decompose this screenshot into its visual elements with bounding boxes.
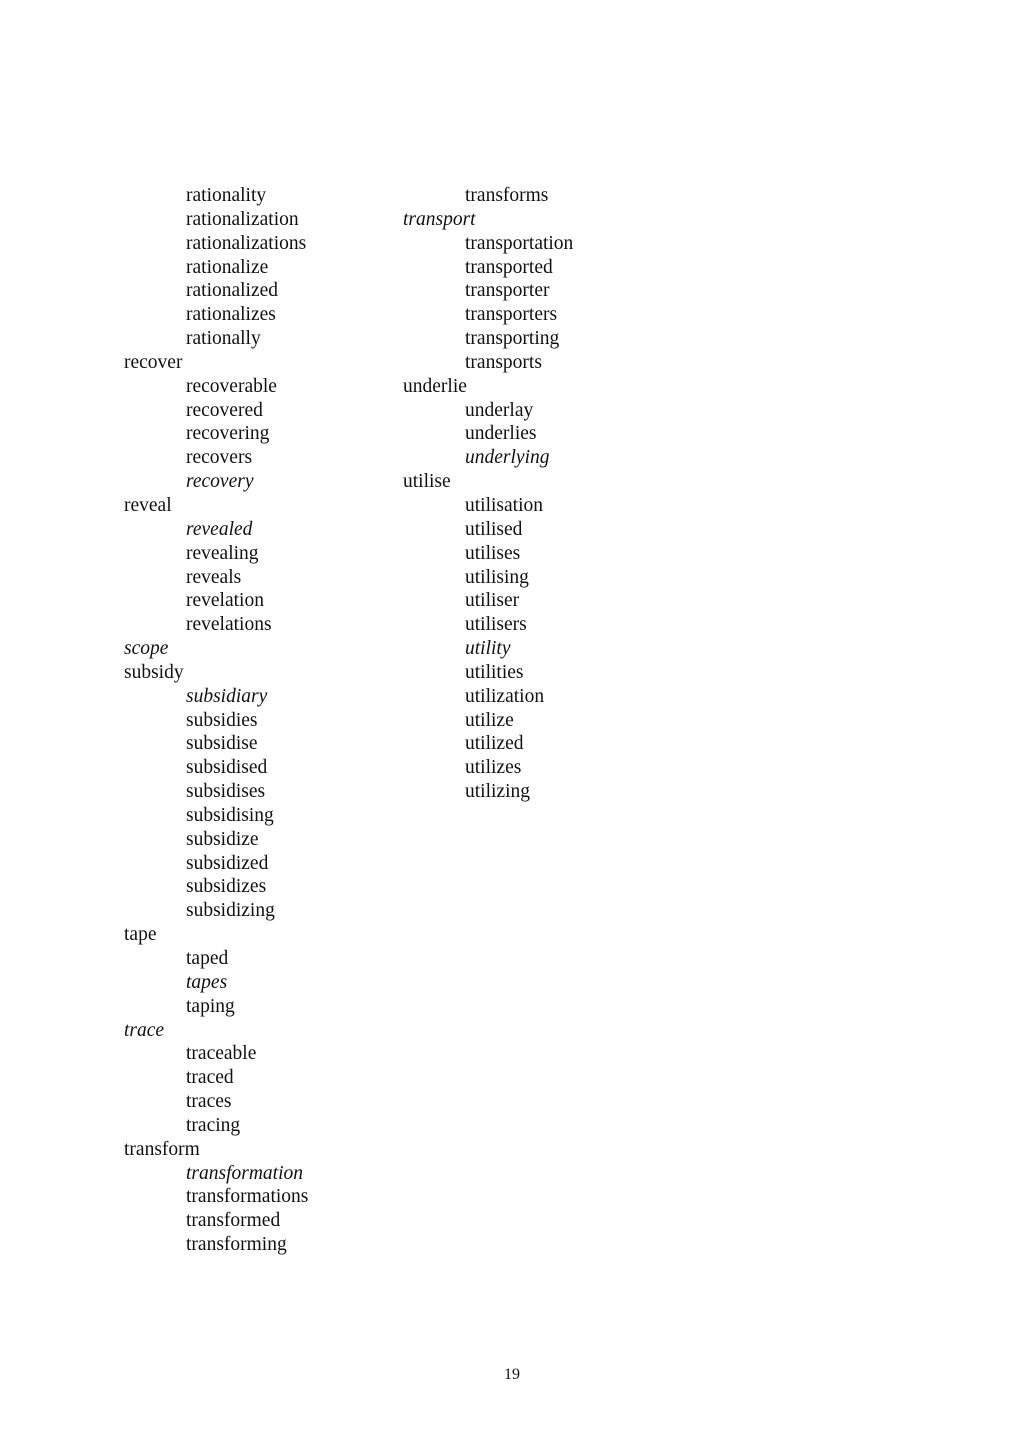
word-family-member: subsidiary (186, 685, 268, 707)
word-family-member: utilize (465, 709, 514, 731)
word-family-member: reveals (186, 566, 242, 588)
word-family-member: subsidizes (186, 876, 267, 898)
word-family-member: transporting (465, 328, 560, 350)
word-family-member: rationalizations (186, 232, 307, 254)
word-family-member: underlies (465, 423, 537, 445)
word-family-member: rationalization (186, 208, 299, 230)
word-family-member: utilisation (465, 494, 543, 516)
word-family-member: rationalizes (186, 304, 276, 326)
word-family-member: utilised (465, 518, 523, 540)
word-family-member: traceable (186, 1043, 257, 1065)
word-family-member: transforms (465, 185, 549, 206)
word-family-member: utilizing (465, 781, 530, 803)
word-family-member: subsidies (186, 709, 258, 731)
word-family-member: transformation (186, 1162, 304, 1184)
word-family-member: revealed (186, 518, 253, 540)
word-family-member: transformed (186, 1210, 281, 1232)
word-family-member: subsidise (186, 733, 258, 755)
headword: transform (124, 1138, 200, 1160)
word-family-member: tracing (186, 1114, 241, 1136)
headword: utilise (403, 471, 451, 493)
headword: underlie (403, 375, 467, 397)
headword: recover (124, 351, 183, 373)
word-family-member: subsidises (186, 781, 266, 803)
word-family-member: utilization (465, 685, 545, 707)
word-list-left-column (124, 184, 394, 1257)
word-family-member: recovers (186, 447, 253, 469)
word-family-member: tapes (186, 971, 228, 993)
word-family-member: revelations (186, 614, 272, 636)
word-family-member: traces (186, 1091, 232, 1113)
word-family-member: transformations (186, 1186, 309, 1208)
word-family-member: utilisers (465, 614, 527, 636)
word-family-member: traced (186, 1067, 234, 1089)
word-family-member: utiliser (465, 590, 520, 612)
word-family-member: subsidising (186, 804, 274, 826)
word-family-member: underlying (465, 447, 550, 469)
word-family-member: recovery (186, 471, 254, 493)
word-family-member: revelation (186, 590, 264, 612)
word-family-member: utilizes (465, 757, 522, 779)
word-family-member: utilising (465, 566, 529, 588)
headword: trace (124, 1019, 165, 1041)
word-family-member: rationalize (186, 256, 269, 278)
word-family-member: subsidized (186, 852, 269, 874)
word-family-member: utilized (465, 733, 524, 755)
page-number: 19 (504, 1366, 520, 1383)
word-family-member: recovering (186, 423, 270, 445)
word-family-member: transporters (465, 304, 558, 326)
word-list-right-column (403, 184, 673, 804)
word-family-member: transports (465, 351, 542, 373)
word-family-member: recoverable (186, 375, 277, 397)
word-family-member: transported (465, 256, 553, 278)
word-family-member: underlay (465, 399, 534, 421)
headword: tape (124, 924, 157, 946)
word-family-member: taped (186, 948, 229, 969)
word-family-member: revealing (186, 542, 259, 564)
word-family-member: rationalized (186, 280, 279, 302)
word-family-member: transportation (465, 232, 574, 254)
headword: scope (124, 638, 169, 660)
headword: subsidy (124, 661, 184, 683)
headword: transport (403, 208, 476, 230)
word-family-member: recovered (186, 399, 263, 421)
headword: reveal (124, 494, 172, 516)
word-family-member: transforming (186, 1234, 287, 1256)
word-family-member: subsidised (186, 757, 268, 779)
word-family-member: rationally (186, 328, 261, 350)
word-family-member: utility (465, 638, 511, 660)
word-family-member: subsidize (186, 828, 259, 850)
word-family-member: transporter (465, 280, 550, 302)
word-family-member: utilises (465, 542, 521, 564)
word-family-member: utilities (465, 661, 524, 683)
word-family-member: subsidizing (186, 900, 275, 922)
word-family-member: taping (186, 995, 235, 1017)
word-family-member: rationality (186, 185, 267, 206)
